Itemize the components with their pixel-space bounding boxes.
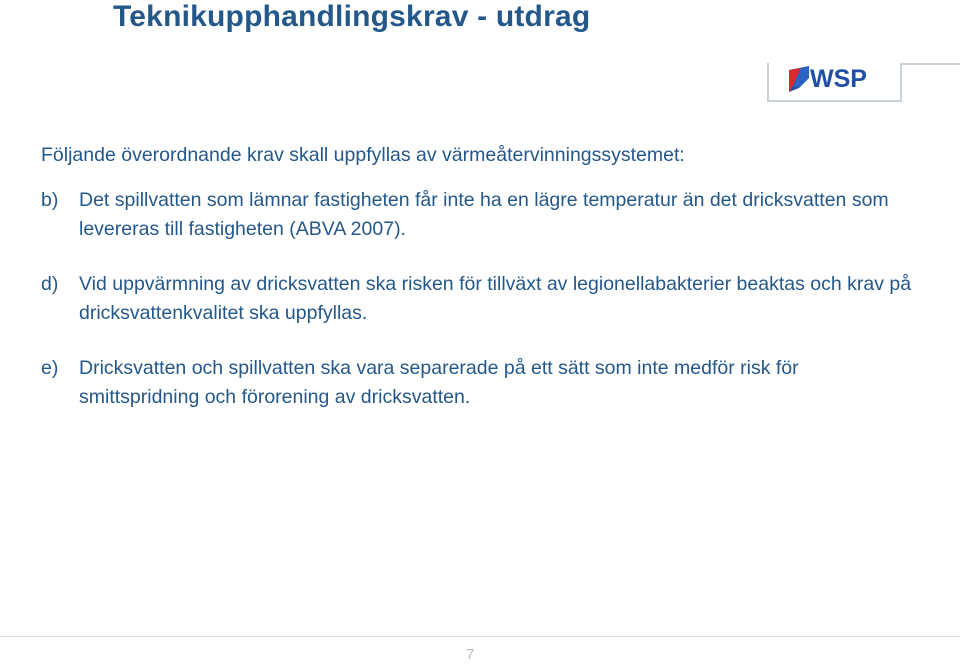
intro-text: Följande överordnande krav skall uppfyllas av värmeåtervinningssystemet: xyxy=(41,144,685,166)
slide-title: Teknikupphandlingskrav - utdrag xyxy=(113,0,591,33)
list-item-text: Det spillvatten som lämnar fastigheten får inte ha en lägre temperatur än det dricksvatten som levereras till fastigheten (ABVA 2007). xyxy=(79,189,889,240)
company-logo xyxy=(787,64,887,96)
list-marker: d) xyxy=(41,273,59,295)
page-number: 7 xyxy=(466,646,475,663)
list-item-text: Vid uppvärmning av dricksvatten ska risken för tillväxt av legionellabakterier beaktas och krav på dricksvattenkvalitet ska uppfyllas. xyxy=(79,273,912,324)
list-item xyxy=(41,270,921,328)
list-marker: b) xyxy=(41,189,59,211)
wsp-logo-icon xyxy=(787,64,811,94)
list-item xyxy=(41,354,921,412)
slide-body xyxy=(41,140,921,412)
list-item-text: Dricksvatten och spillvatten ska vara separerade på ett sätt som inte medför risk för smittspridning och förorening av dricksvatten. xyxy=(79,357,799,408)
list-item xyxy=(41,186,921,244)
logo-text: WSP xyxy=(810,65,867,93)
list-marker: e) xyxy=(41,357,59,379)
footer-divider xyxy=(0,636,960,637)
header-divider-line xyxy=(900,63,960,65)
